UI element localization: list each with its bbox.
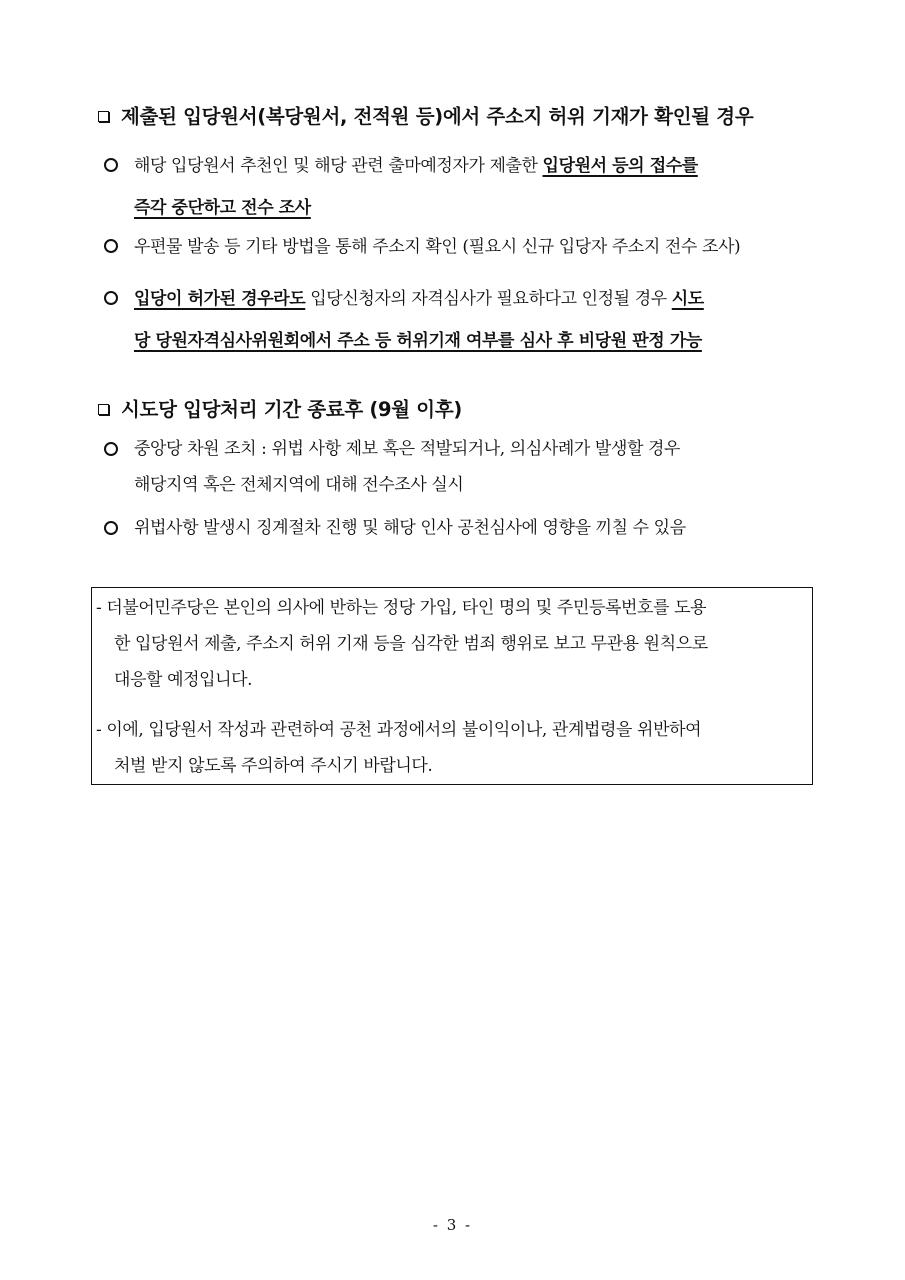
bullet-text: 해당 입당원서 추천인 및 해당 관련 출마예정자가 제출한 [134, 156, 543, 176]
circle-bullet-icon [104, 442, 118, 456]
notice-line: 한 입당원서 제출, 주소지 허위 기재 등을 심각한 범죄 행위로 보고 무관용 원칙으로 [114, 634, 708, 654]
bullet-emphasis: 즉각 중단하고 전수 조사 [134, 198, 311, 218]
bullet-emphasis: 당 당원자격심사위원회에서 주소 등 허위기재 여부를 심사 후 비당원 판정 가능 [134, 331, 702, 351]
notice-line: - 이에, 입당원서 작성과 관련하여 공천 과정에서의 불이익이나, 관계법령을 위반하여 [96, 720, 702, 740]
circle-bullet-icon [104, 239, 118, 253]
square-bullet-icon [98, 404, 109, 415]
section-heading-text: 제출된 입당원서(복당원서, 전적원 등)에서 주소지 허위 기재가 확인될 경우 [121, 105, 754, 128]
bullet-text: 해당지역 혹은 전체지역에 대해 전수조사 실시 [134, 475, 464, 495]
section-heading-text: 시도당 입당처리 기간 종료후 (9월 이후) [121, 398, 462, 421]
bullet-text: 위법사항 발생시 징계절차 진행 및 해당 인사 공천심사에 영향을 끼칠 수 있음 [134, 518, 686, 538]
bullet-item [104, 510, 820, 546]
notice-line: 대응할 예정입니다. [114, 670, 253, 690]
bullet-text: 중앙당 차원 조치 : 위법 사항 제보 혹은 적발되거나, 의심사례가 발생할 경우 [134, 439, 681, 459]
bullet-item [104, 431, 820, 503]
notice-line: 처벌 받지 않도록 주의하여 주시기 바랍니다. [114, 756, 433, 776]
page-number: - 3 - [432, 1216, 473, 1234]
notice-item [96, 712, 808, 784]
circle-bullet-icon [104, 521, 118, 535]
notice-line: - 더불어민주당은 본인의 의사에 반하는 정당 가입, 타인 명의 및 주민등록번호를 도용 [96, 598, 707, 618]
bullet-emphasis: 시도 [671, 289, 704, 309]
section-heading-address-falsification [98, 102, 838, 132]
bullet-text: 우편물 발송 등 기타 방법을 통해 주소지 확인 (필요시 신규 입당자 주소지 전수 조사) [134, 237, 741, 257]
bullet-emphasis: 입당원서 등의 접수를 [542, 156, 698, 176]
bullet-emphasis: 입당이 허가된 경우라도 [134, 289, 306, 309]
bullet-item [104, 145, 820, 229]
notice-item [96, 590, 808, 698]
circle-bullet-icon [104, 291, 118, 305]
bullet-text: 입당신청자의 자격심사가 필요하다고 인정될 경우 [305, 289, 672, 309]
bullet-item [104, 278, 820, 362]
square-bullet-icon [98, 111, 109, 122]
circle-bullet-icon [104, 158, 118, 172]
section-heading-post-period [98, 395, 838, 425]
bullet-item [104, 226, 820, 268]
